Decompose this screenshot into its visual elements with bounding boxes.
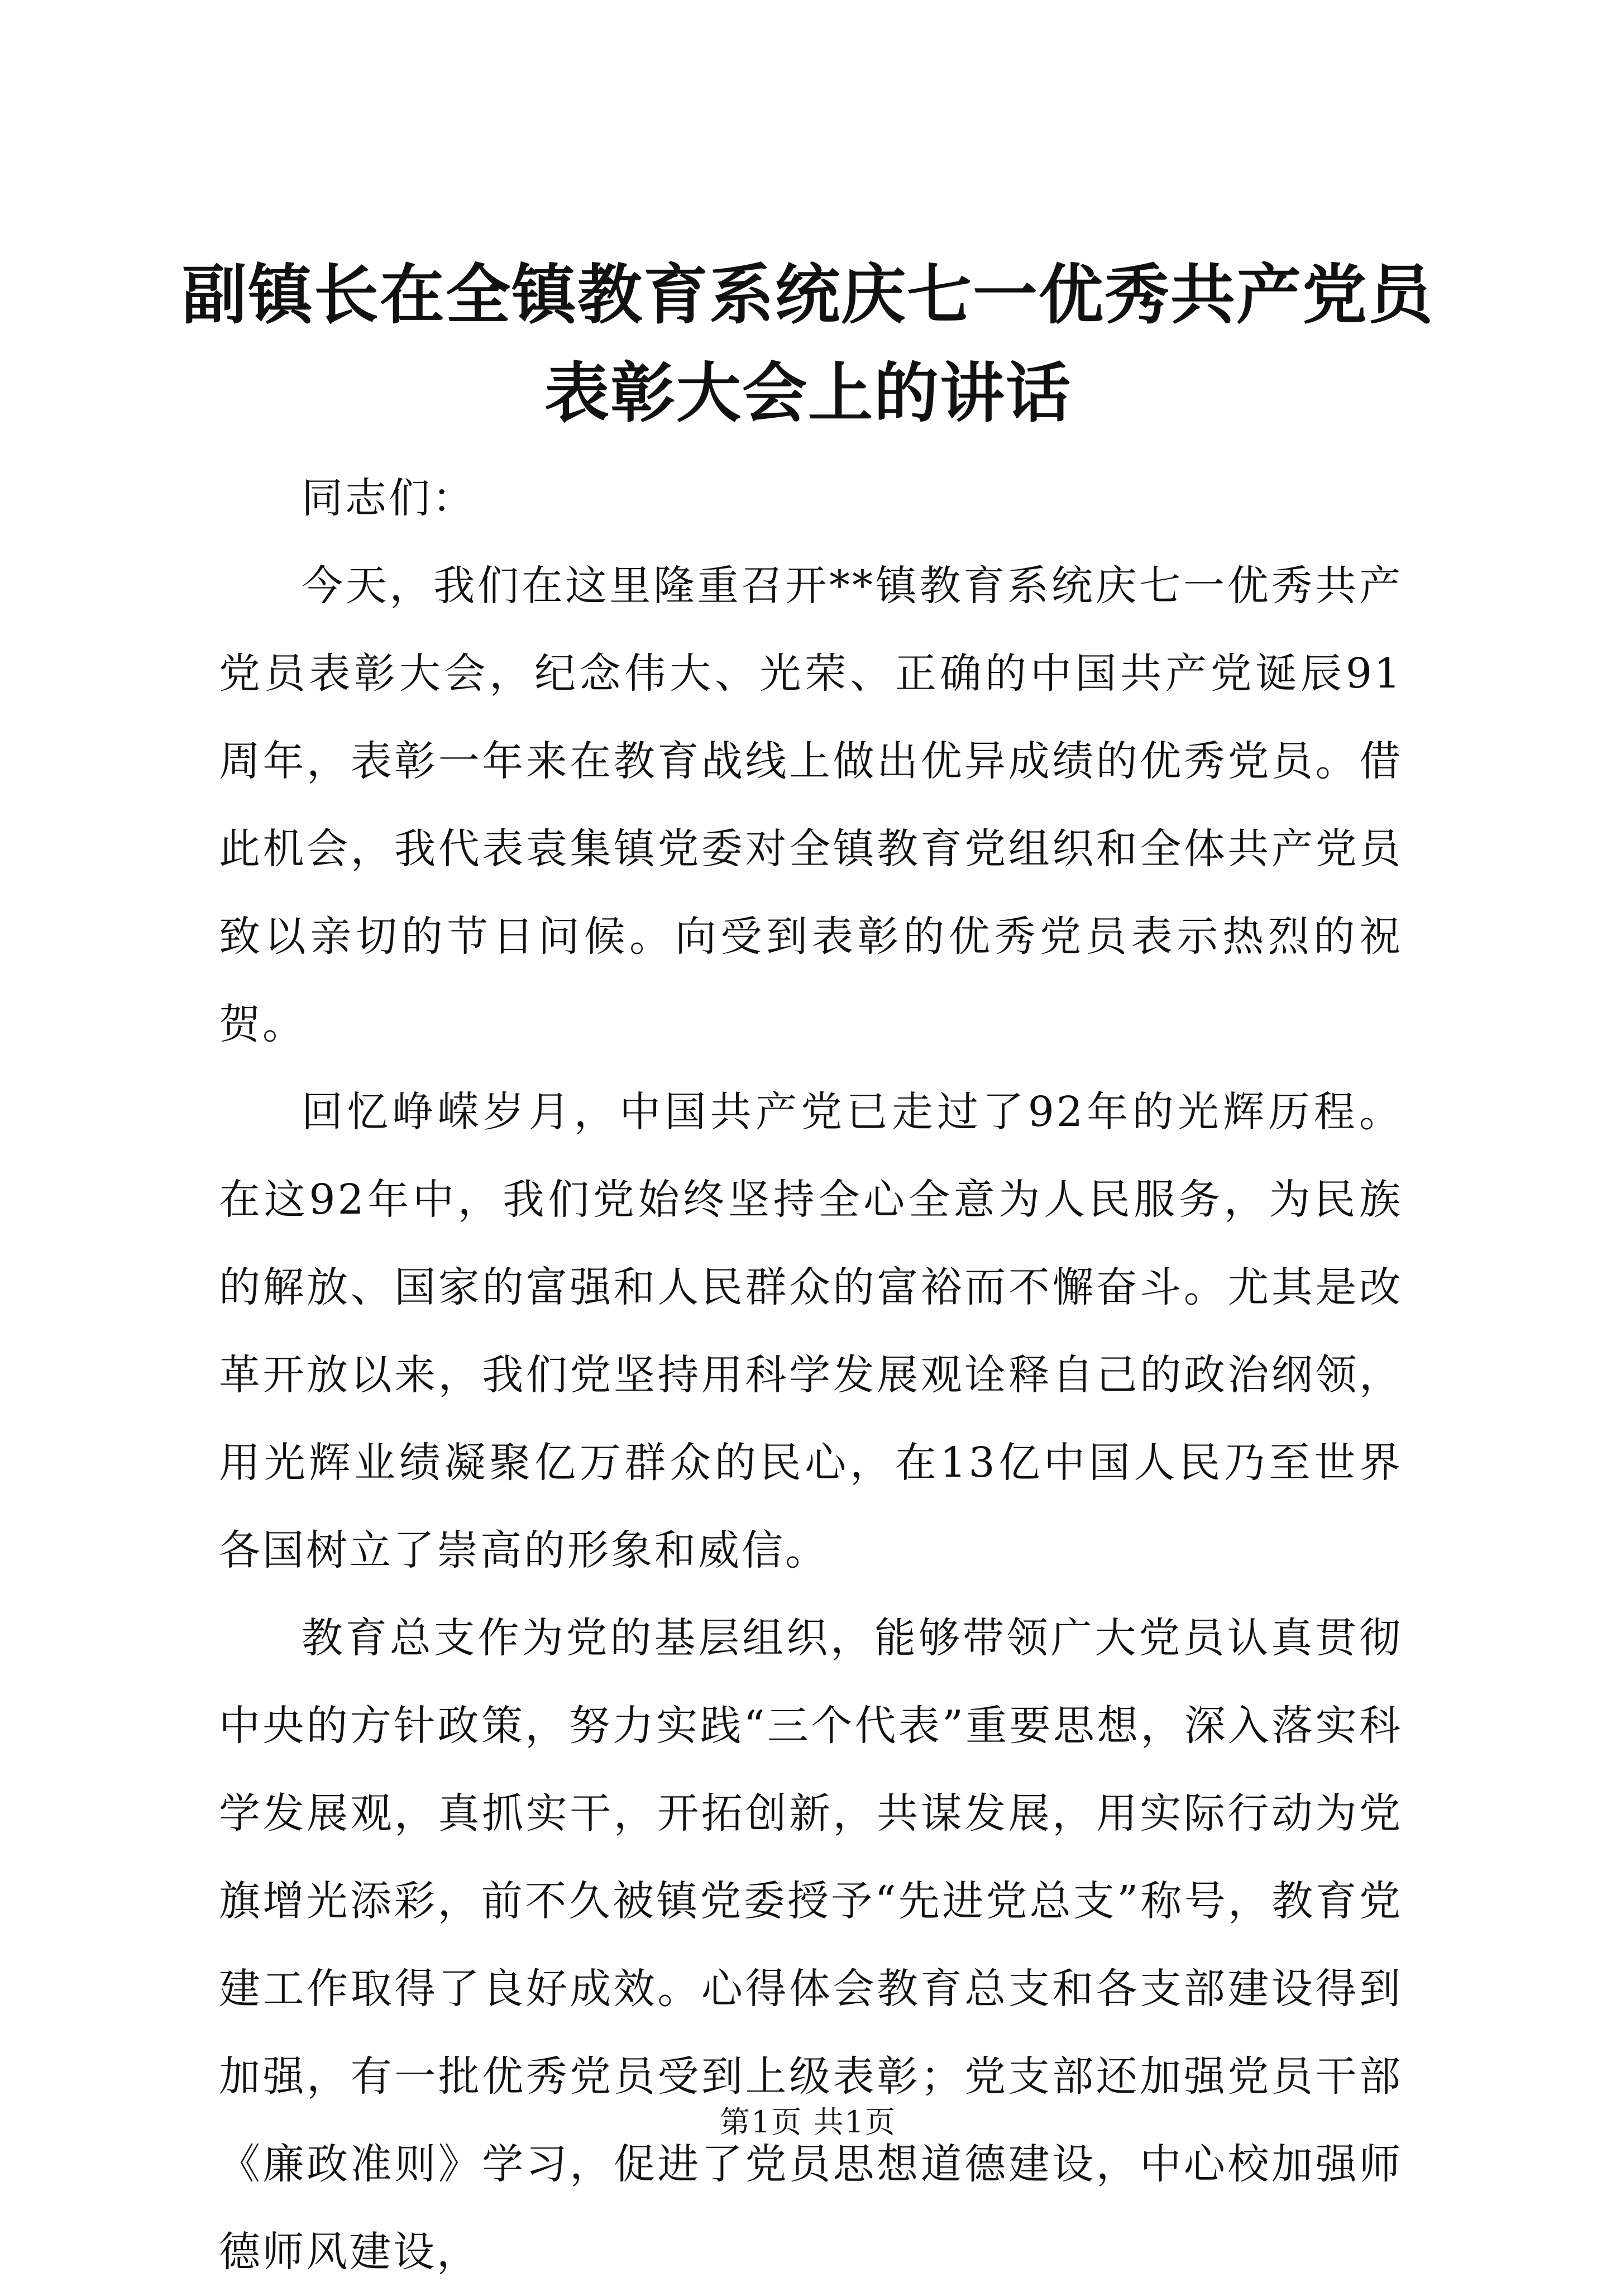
salutation: 同志们：	[302, 474, 476, 522]
paragraph-2: 回忆峥嵘岁月，中国共产党已走过了92年的光辉历程。在这92年中，我们党始终坚持全心全意为人民服务，为民族的解放、国家的富强和人民群众的富裕而不懈奋斗。尤其是改革开放以来，我们党坚持用科学发展观诠释自己的政治纲领，用光辉业绩凝聚亿万群众的民心，在13亿中国人民乃至世界各国树立了崇高的形象和威信。	[219, 1088, 1403, 1574]
document-body	[219, 455, 1403, 2296]
paragraph-3: 教育总支作为党的基层组织，能够带领广大党员认真贯彻中央的方针政策，努力实践“三个代表”重要思想，深入落实科学发展观，真抓实干，开拓创新，共谋发展，用实际行动为党旗增光添彩，前不久被镇党委授予“先进党总支”称号，教育党建工作取得了良好成效。心得体会教育总支和各支部建设得到加强，有一批优秀党员受到上级表彰；党支部还加强党员干部《廉政准则》学习，促进了党员思想道德建设，中心校加强师德师风建设，	[219, 1614, 1403, 2276]
page-footer: 第1页 共1页	[720, 2104, 896, 2140]
document-title: 副镇长在全镇教育系统庆七一优秀共产党员表彰大会上的讲话	[182, 257, 1434, 431]
paragraph-1: 今天，我们在这里隆重召开**镇教育系统庆七一优秀共产党员表彰大会，纪念伟大、光荣、正确的中国共产党诞辰91周年，表彰一年来在教育战线上做出优异成绩的优秀党员。借此机会，我代表袁集镇党委对全镇教育党组织和全体共产党员致以亲切的节日问候。向受到表彰的优秀党员表示热烈的祝贺。	[219, 562, 1403, 1048]
